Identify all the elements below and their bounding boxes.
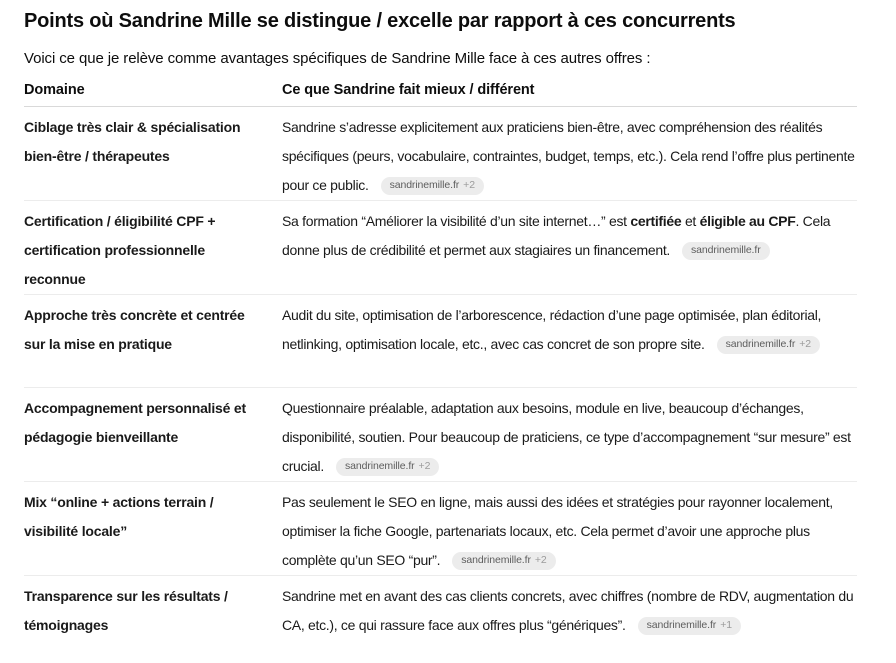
description-text: et (681, 213, 700, 229)
table-header-description: Ce que Sandrine fait mieux / différent (282, 82, 535, 98)
table-row (24, 107, 857, 201)
description-cell (282, 301, 857, 387)
citation-source: sandrinemille.fr (344, 460, 415, 472)
description-cell (282, 113, 857, 200)
citation-pill[interactable] (638, 617, 741, 635)
description-text: Pas seulement le SEO en ligne, mais aussi des idées et stratégies pour rayonner localement, optimiser la fiche Google, partenariats locaux, etc. Cela permet d’avoir une approche plus complète qu’un SEO “pur”. (282, 494, 833, 568)
citation-source: sandrinemille.fr (389, 179, 460, 191)
description-text: Questionnaire préalable, adaptation aux besoins, module en live, beaucoup d’échanges, disponibilité, soutien. Pour beaucoup de praticiens, ce type d’accompagnement “sur mesure” est crucial. (282, 400, 851, 474)
citation-count: +2 (534, 554, 547, 566)
table-row (24, 201, 857, 295)
page-title: Points où Sandrine Mille se distingue / excelle par rapport à ces concurrents (24, 10, 736, 32)
table-header-domain: Domaine (24, 82, 85, 98)
description-text: Audit du site, optimisation de l’arborescence, rédaction d’une page optimisée, plan éditorial, netlinking, optimisation locale, etc., avec cas concret de son propre site. (282, 307, 822, 352)
domain-cell: Transparence sur les résultats / témoignages (24, 588, 228, 633)
intro-text: Voici ce que je relève comme avantages spécifiques de Sandrine Mille face à ces autres offres : (24, 50, 651, 67)
citation-pill[interactable] (682, 242, 770, 260)
citation-count: +1 (720, 619, 732, 631)
citation-source: sandrinemille.fr (725, 338, 796, 350)
description-cell (282, 207, 857, 294)
table-row (24, 482, 857, 576)
citation-pill[interactable] (717, 336, 820, 354)
comparison-table (24, 81, 857, 663)
domain-cell: Certification / éligibilité CPF + certification professionnelle reconnue (24, 213, 216, 287)
table-body (24, 107, 857, 663)
table-row (24, 388, 857, 482)
domain-cell: Ciblage très clair & spécialisation bien-être / thérapeutes (24, 119, 241, 164)
description-text: éligible au CPF (699, 213, 796, 229)
citation-count: +2 (799, 338, 811, 350)
description-text: Sandrine met en avant des cas clients concrets, avec chiffres (nombre de RDV, augmentation du CA, etc.), ce qui rassure face aux offres plus “génériques”. (282, 588, 854, 633)
citation-pill[interactable] (452, 552, 555, 570)
domain-cell: Accompagnement personnalisé et pédagogie bienveillante (24, 400, 246, 445)
citation-source: sandrinemille.fr (691, 244, 761, 256)
table-row (24, 295, 857, 388)
description-text: certifiée (630, 213, 682, 229)
citation-source: sandrinemille.fr (646, 619, 717, 631)
domain-cell: Approche très concrète et centrée sur la mise en pratique (24, 307, 245, 352)
description-cell (282, 582, 857, 663)
description-text: Sandrine s’adresse explicitement aux praticiens bien-être, avec compréhension des réalités spécifiques (peurs, vocabulaire, contraintes, budget, temps, etc.). Cela rend l’offre plus pertinente pour ce public. (282, 119, 855, 193)
description-text: Sa formation “Améliorer la visibilité d’un site internet…” est (282, 213, 631, 229)
description-text: . Cela donne plus de crédibilité et permet aux stagiaires un financement. (282, 213, 831, 258)
citation-count: +2 (463, 179, 475, 191)
citation-count: +2 (418, 460, 431, 472)
citation-source: sandrinemille.fr (461, 554, 531, 566)
table-row (24, 576, 857, 663)
description-cell (282, 488, 857, 575)
citation-pill[interactable] (336, 458, 439, 476)
citation-pill[interactable] (381, 177, 484, 195)
table-header-row (24, 81, 857, 107)
description-cell (282, 394, 857, 481)
domain-cell: Mix “online + actions terrain / visibilité locale” (24, 494, 214, 539)
